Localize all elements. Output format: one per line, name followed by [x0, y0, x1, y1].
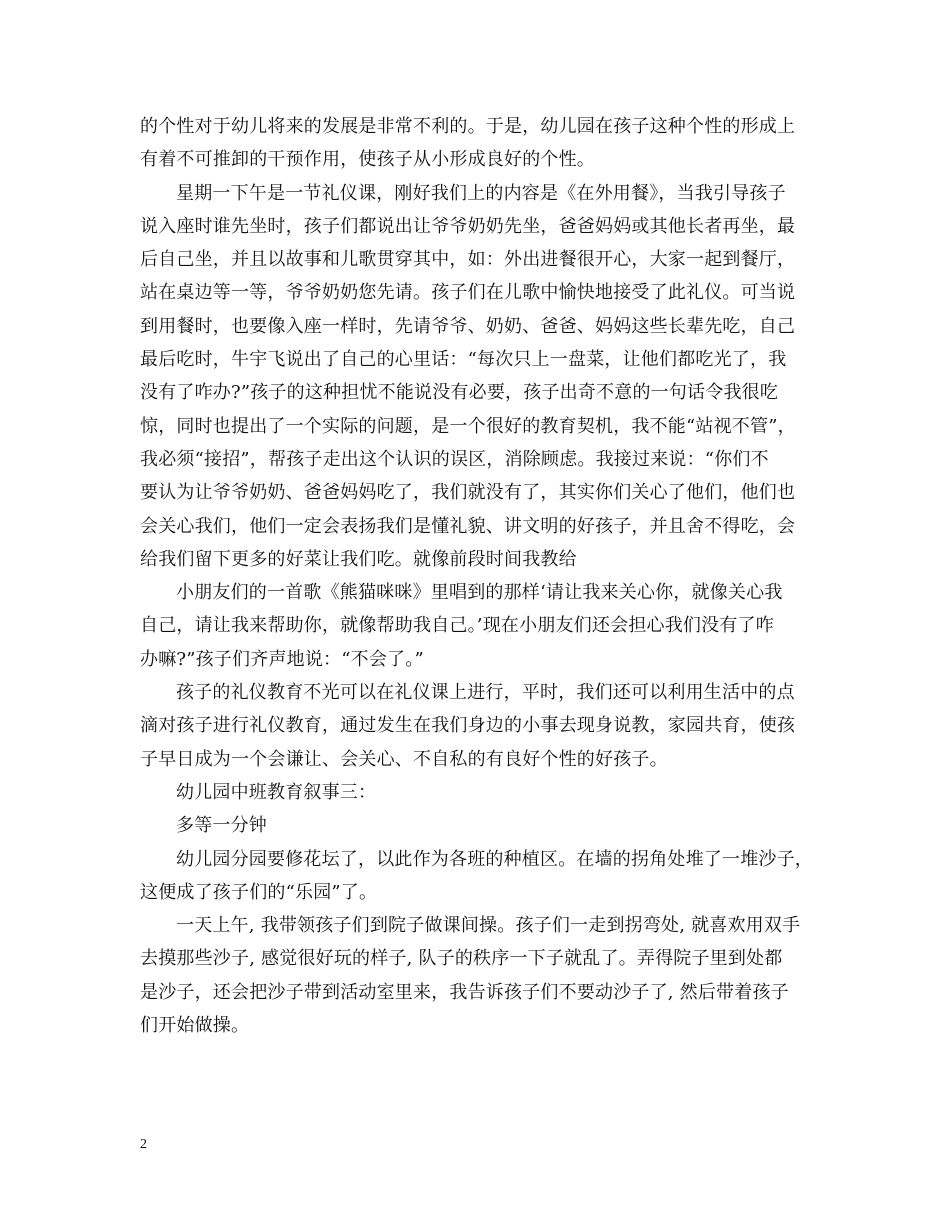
text-line: 一天上午, 我带领孩子们到院子做课间操。孩子们一走到拐弯处, 就喜欢用双手 [176, 915, 801, 937]
text-line: 们开始做操。 [140, 1015, 250, 1037]
page-number: 2 [140, 1137, 147, 1152]
text-line: 滴对孩子进行礼仪教育，通过发生在我们身边的小事去现身说教，家园共育，使孩 [140, 715, 796, 737]
text-line: 幼儿园分园要修花坛了，以此作为各班的种植区。在墙的拐角处堆了一堆沙子， [176, 848, 813, 870]
text-line: 给我们留下更多的好菜让我们吃。就像前段时间我教给 [140, 548, 577, 570]
text-line: 后自己坐，并且以故事和儿歌贯穿其中，如：外出进餐很开心，大家一起到餐厅， [140, 249, 796, 271]
text-line: 办嘛?”孩子们齐声地说：“不会了。” [140, 648, 424, 670]
text-line: 孩子的礼仪教育不光可以在礼仪课上进行，平时，我们还可以利用生活中的点 [176, 682, 795, 704]
text-line: 我必须“接招”，帮孩子走出这个认识的误区，消除顾虑。我接过来说：“你们不 [140, 448, 769, 470]
text-line: 有着不可推卸的干预作用，使孩子从小形成良好的个性。 [140, 149, 595, 171]
text-line: 小朋友们的一首歌《熊猫咪咪》里唱到的那样‘请让我来关心你，就像关心我 [176, 582, 783, 604]
text-line: 说入座时谁先坐时，孩子们都说出让爷爷奶奶先坐，爸爸妈妈或其他长者再坐，最 [140, 215, 796, 237]
body-text [140, 110, 812, 1042]
text-line: 站在桌边等一等，爷爷奶奶您先请。孩子们在儿歌中愉快地接受了此礼仪。可当说 [140, 282, 796, 304]
text-line: 最后吃时，牛宇飞说出了自己的心里话：“每次只上一盘菜，让他们都吃光了，我 [140, 349, 787, 371]
text-line: 自己，请让我来帮助你，就像帮助我自己。’现在小朋友们还会担心我们没有了咋 [140, 615, 774, 637]
text-line: 去摸那些沙子, 感觉很好玩的样子, 队子的秩序一下子就乱了。弄得院子里到处都 [140, 948, 783, 970]
text-line: 子早日成为一个会谦让、会关心、不自私的有良好个性的好孩子。 [140, 748, 668, 770]
text-line: 要认为让爷爷奶奶、爸爸妈妈吃了，我们就没有了，其实你们关心了他们，他们也 [140, 482, 796, 504]
text-line: 会关心我们，他们一定会表扬我们是懂礼貌、讲文明的好孩子，并且舍不得吃，会 [140, 515, 796, 537]
text-line: 的个性对于幼儿将来的发展是非常不利的。于是，幼儿园在孩子这种个性的形成上 [140, 116, 796, 137]
text-line: 多等一分钟 [176, 815, 267, 837]
text-line: 惊，同时也提出了一个实际的问题，是一个很好的教育契机，我不能“站视不管”， [140, 415, 796, 437]
text-line: 是沙子，还会把沙子带到活动室里来，我告诉孩子们不要动沙子了, 然后带着孩子 [140, 981, 789, 1003]
text-line: 这便成了孩子们的“乐园”了。 [140, 881, 378, 903]
text-line: 星期一下午是一节礼仪课，刚好我们上的内容是《在外用餐》，当我引导孩子 [176, 182, 786, 204]
text-line: 幼儿园中班教育叙事三： [176, 781, 377, 803]
text-line: 到用餐时，也要像入座一样时，先请爷爷、奶奶、爸爸、妈妈这些长辈先吃，自己 [140, 315, 796, 337]
text-line: 没有了咋办?”孩子的这种担忧不能说没有必要，孩子出奇不意的一句话令我很吃 [140, 382, 779, 404]
